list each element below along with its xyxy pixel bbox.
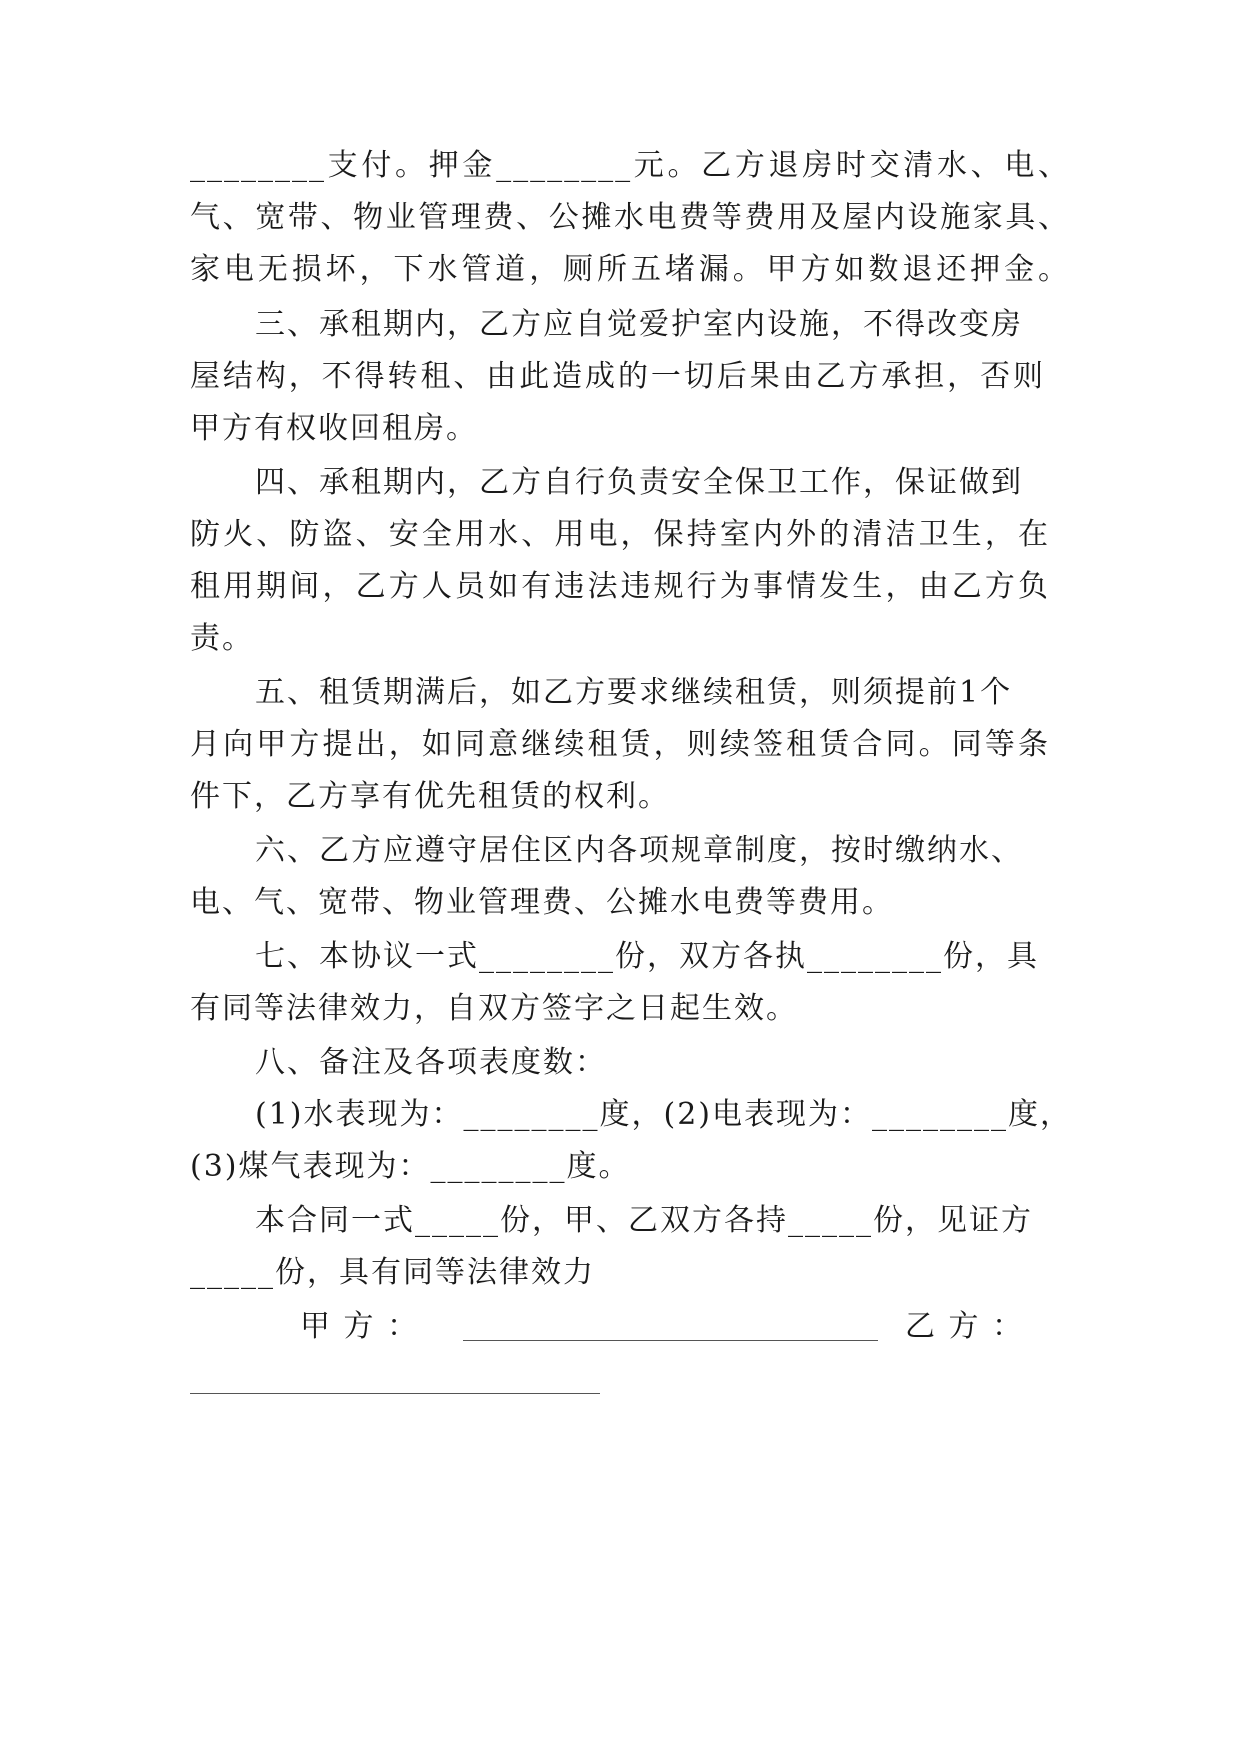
paragraph-line: 甲方有权收回租房。 [190,411,478,446]
party-a-label: 甲 方 ： [300,1309,420,1344]
paragraph-line: 家电无损坏，下水管道，厕所五堵漏。甲方如数退还押金。 [190,252,1070,287]
paragraph-line: 屋结构，不得转租、由此造成的一切后果由乙方承担，否则 [190,359,1045,394]
paragraph-line: 气、宽带、物业管理费、公摊水电费等费用及屋内设施家具、 [190,200,1070,235]
meter-readings-line: (3)煤气表现为：________度。 [190,1149,631,1184]
meter-readings-line: (1)水表现为：________度，(2)电表现为：________度， [255,1097,1072,1132]
paragraph-line: 四、承租期内，乙方自行负责安全保卫工作，保证做到 [255,465,1023,500]
paragraph-line: 件下，乙方享有优先租赁的权利。 [190,779,670,814]
party-b-signature-line [190,1393,600,1394]
paragraph-line: ________支付。押金________元。乙方退房时交清水、电、 [190,148,1070,183]
paragraph-line: 电、气、宽带、物业管理费、公摊水电费等费用。 [190,885,894,920]
copies-line: _____份，具有同等法律效力 [190,1255,595,1290]
paragraph-line: 五、租赁期满后，如乙方要求继续租赁，则须提前1个 [255,675,1013,710]
paragraph-line: 八、备注及各项表度数： [255,1045,607,1080]
party-b-label: 乙 方 ： [905,1309,1025,1344]
paragraph-line: 月向甲方提出，如同意继续租赁，则续签租赁合同。同等条 [190,727,1050,762]
paragraph-line: 责。 [190,621,254,656]
paragraph-line: 六、乙方应遵守居住区内各项规章制度，按时缴纳水、 [255,833,1023,868]
paragraph-line: 七、本协议一式________份，双方各执________份，具 [255,939,1039,974]
paragraph-line: 租用期间，乙方人员如有违法违规行为事情发生，由乙方负 [190,569,1050,604]
paragraph-line: 有同等法律效力，自双方签字之日起生效。 [190,991,798,1026]
paragraph-line: 防火、防盗、安全用水、用电，保持室内外的清洁卫生，在 [190,517,1050,552]
party-a-signature-line [463,1340,878,1341]
paragraph-line: 三、承租期内，乙方应自觉爱护室内设施，不得改变房 [255,307,1023,342]
copies-line: 本合同一式_____份，甲、乙双方各持_____份，见证方 [255,1203,1033,1238]
